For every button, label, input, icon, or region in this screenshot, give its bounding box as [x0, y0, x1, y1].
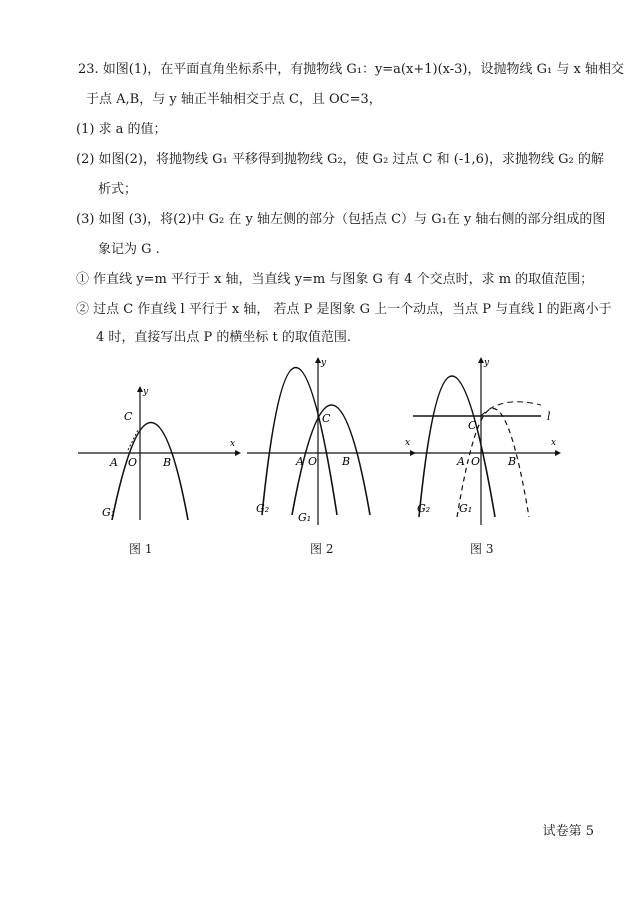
fig3-label-o: O: [471, 455, 481, 468]
figure-1-caption: 图 1: [129, 542, 153, 556]
figure-2-caption: 图 2: [310, 542, 334, 556]
fig2-parabola-g2: [262, 368, 337, 516]
fig2-label-c: C: [322, 412, 331, 425]
fig2-label-g2: G₂: [256, 502, 270, 515]
fig2-label-g1: G₁: [298, 511, 312, 524]
fig3-parabola-g2: [419, 376, 495, 517]
fig3-label-c: C: [468, 419, 477, 432]
fig3-x-label: x: [551, 438, 557, 448]
problem-line-2: 于点 A,B，与 y 轴正半轴相交于点 C，且 OC=3，: [86, 92, 382, 107]
question-2-line-1: (2) 如图(2)，将抛物线 G₁ 平移得到抛物线 G₂，使 G₂ 过点 C 和 (-1,6)，求抛物线 G₂ 的解: [76, 152, 604, 167]
fig1-label-b: B: [163, 456, 172, 469]
fig1-y-label: y: [143, 387, 149, 397]
question-3-line-2: 象记为 G .: [98, 242, 160, 257]
fig3-label-b: B: [508, 455, 517, 468]
sub-question-1: ① 作直线 y=m 平行于 x 轴，当直线 y=m 与图象 G 有 4 个交点时，求 m 的取值范围；: [76, 272, 594, 287]
fig2-label-b: B: [342, 455, 351, 468]
fig3-label-g2: G₂: [417, 502, 431, 515]
question-2-line-2: 析式；: [98, 182, 138, 197]
fig3-dashed-extension: [481, 402, 541, 416]
figure-3: [405, 355, 570, 530]
fig1-label-o: O: [128, 456, 138, 469]
fig1-segment-ac: [128, 430, 138, 450]
question-1: (1) 求 a 的值；: [76, 122, 167, 137]
fig3-label-l: l: [547, 410, 551, 423]
fig1-label-a: A: [110, 456, 118, 469]
fig2-y-label: y: [321, 358, 327, 368]
fig2-label-a: A: [296, 455, 304, 468]
fig3-x-arrow: [555, 450, 561, 456]
fig1-x-arrow: [235, 450, 241, 456]
fig2-label-o: O: [308, 455, 318, 468]
problem-line-1: 23. 如图(1)，在平面直角坐标系中，有抛物线 G₁：y=a(x+1)(x-3)，设抛物线 G₁ 与 x 轴相交: [78, 62, 624, 77]
page-number: 试卷第 5: [542, 824, 594, 839]
fig3-label-g1: G₁: [459, 502, 473, 515]
figure-3-caption: 图 3: [470, 542, 494, 556]
figure-1: [70, 380, 245, 530]
question-3-line-1: (3) 如图 (3)，将(2)中 G₂ 在 y 轴左侧的部分（包括点 C）与 G₁在 y 轴右侧的部分组成的图: [76, 212, 606, 227]
sub-question-2-line-2: 4 时，直接写出点 P 的横坐标 t 的取值范围.: [96, 330, 352, 345]
fig1-parabola-g1: [112, 423, 188, 521]
fig3-label-a: A: [457, 455, 465, 468]
sub-question-2-line-1: ② 过点 C 作直线 l 平行于 x 轴， 若点 P 是图象 G 上一个动点，当点 P 与直线 l 的距离小于: [76, 302, 612, 317]
figure-2: [242, 355, 422, 530]
fig3-y-label: y: [484, 358, 490, 368]
fig1-label-c: C: [124, 410, 133, 423]
fig1-x-label: x: [230, 439, 236, 449]
fig2-x-label: x: [405, 438, 411, 448]
fig1-label-g1: G₁: [102, 506, 116, 519]
